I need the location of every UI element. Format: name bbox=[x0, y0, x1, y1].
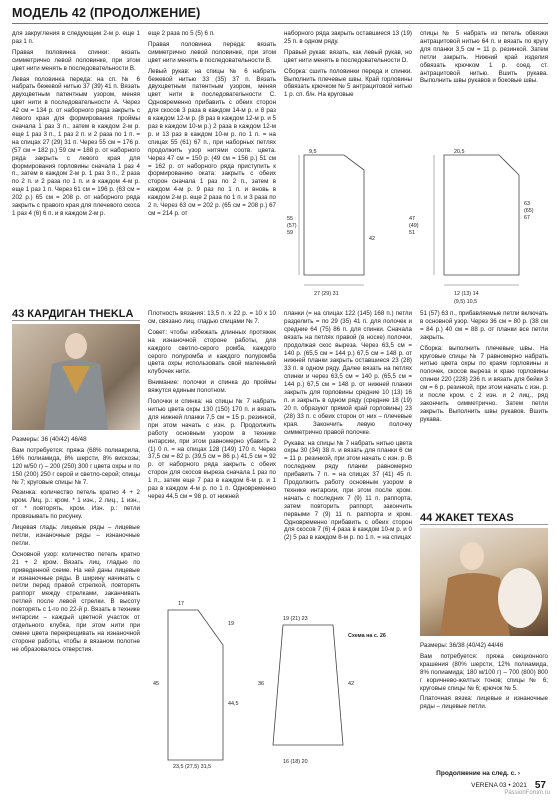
model-42-schematic bbox=[284, 145, 549, 305]
watermark: PassionForum.ru bbox=[504, 790, 550, 796]
section-title-43: 43 КАРДИГАН THEKLA bbox=[12, 308, 140, 321]
dimension-label: 51 bbox=[409, 230, 415, 236]
text-paragraph: Совет: чтобы избежать длинных протяжек на изнаночной стороне работы, для каждого светло-серого ромба, каждого серого полуромба и каждого полуромба цвета охры использовать свой маленький клубочек нити. bbox=[148, 328, 276, 376]
text-paragraph: Вам потребуется: пряжа (68% полиакрила, 16% полиамида, 8% шерсти, 8% вискозы; 120 м/50 г) – 200 (250) 300 г цвета охры и по 150 (200) 250 г серой и светло-серой; спицы № 7; круговые спицы № 7. bbox=[12, 446, 141, 486]
dimension-label: 59 bbox=[287, 230, 293, 236]
text-paragraph: Плотность вязания: 13,5 п. x 22 р. = 10 x 10 см, связано лиц. гладью спицами № 7. bbox=[148, 310, 276, 325]
dimension-label: 42 bbox=[348, 681, 354, 687]
jacket-photo bbox=[420, 528, 548, 636]
dimension-label: 19 bbox=[228, 621, 234, 627]
dimension-label: 63 bbox=[524, 201, 530, 207]
text-paragraph: Левая половинка переда: на сп. № 6 набрать бежевой нитью 37 (39) 41 п. Вязать двухцветным патентным узором, меняя цвет нити в последовательности A. Через 42 см = 134 р. от наборного ряда закрыть с левого края для формирования проймы сначала 1 раз 3 п., затем в каждом 2-м р. еще 1 раз 3 п., 1 раз 2 п. и 2 раза по 1 п. = на спицах 27 (29) 31 п. Через 55 см = 176 р. (57 см = 182 р.) 59 см = 188 р. от наборного ряда закрыть с левого края для формирования горловины сначала 1 раз 4 п., затем в каждом 2-м р. 1 раз 3 п., 2 раза по 2 п. и 2 раза по 1 п. и в каждом 4-м р. еще 1 раз 1 п. Через 61 см = 196 р. (63 см = 202 р.) 65 см = 208 р. от наборного ряда закрыть с правого края для плечевого скоса 1 раз 4 (6) 6 п. и в каждом 2-м р. bbox=[12, 75, 140, 217]
cardigan-model-illustration bbox=[12, 324, 140, 430]
column-3-mid bbox=[284, 310, 412, 545]
column-2-mid bbox=[148, 310, 276, 504]
dimension-label: 45 bbox=[153, 681, 159, 687]
dimension-label: 16 (18) 20 bbox=[283, 759, 308, 765]
dimension-label: 42 bbox=[369, 236, 375, 242]
text-paragraph: Внимание: полочки и спинка до проймы вяжутся единым полотном. bbox=[148, 379, 276, 395]
text-paragraph: 51 (57) 63 п., прибавляемые петли включать в основной узор. Через 36 см = 80 р. (38 см = 84 р.) 40 см = 88 р. от планки все петли закрыть. bbox=[420, 310, 548, 341]
dimension-label: (57) bbox=[287, 223, 297, 229]
jacket-model-illustration bbox=[420, 528, 548, 636]
continuation-note: Продолжение на след. с. › bbox=[436, 770, 520, 777]
dimension-label: 67 bbox=[524, 215, 530, 221]
magazine-name: VERENA 03 • 2021 bbox=[471, 782, 527, 789]
column-1-mid bbox=[12, 436, 140, 657]
dimension-label: 17 bbox=[178, 601, 184, 607]
text-paragraph: спицы № 5 набрать из петель обвязки антрацитовой нитью 64 п. и вязать по кругу для планки 3,5 см = 11 р. резинкой. Затем петли закрыть. Нижний край изделия обвязать крючком 1 р. соед. ст. антрацитовой нитью. Вшить рукава. Выполнить швы рукавов и боковые швы. bbox=[420, 30, 548, 85]
text-paragraph: Полочки и спинка: на спицы № 7 набрать нитью цвета охры 130 (150) 170 п. и вязать для нижней планки 7,5 см = 15 р. резинкой, при этом начать с изн. р. Продолжить работу основным узором в технике интарсии, при этом равномерно убавить 2 (1) 0 п. = на спицах 128 (149) 170 п. Через 37,5 см = 82 р. (39,5 см = 86 р.) 41,5 см = 92 р. от наборного ряда закрыть с обеих сторон для скосов выреза сначала 1 раз по 1 п., затем еще 7 раз в каждом 6-м р. и 1 раз в каждом 4-м р. по 1 п. Одновременно через 44,5 см = 98 р. от нижней bbox=[148, 398, 276, 500]
schematic-svg bbox=[284, 145, 549, 305]
section-title-44: 44 ЖАКЕТ TEXAS bbox=[420, 512, 548, 525]
text-paragraph: Платочная вязка: лицевые и изнаночные ряды – лицевые петли. bbox=[420, 695, 548, 711]
text-paragraph: еще 2 раза по 5 (5) 6 п. bbox=[148, 30, 215, 37]
text-paragraph: Размеры: 36/38 (40/42) 44/46 bbox=[420, 642, 504, 649]
text-paragraph: Рукава: на спицы № 7 набрать нитью цвета охры 30 (34) 38 п. и вязать для планки 6 см = 11 р. резинкой, при этом начать с изн. р. В последнем ряду планки равномерно прибавить 7 п. = на спицах 37 (41) 45 п. Продолжить работу основным узором в технике интарсии, при этом после кром. начать с последних 7 (9) 11 п. раппорта, затем повторить раппорт, закончить первыми 7 (9) 11 п. раппорта и кром. Одновременно прибавить с обеих сторон для скосов 7 (6) 4 раза в каждом 10-м р. и 0 (2) 5 раз в каждом 8-м р. по 1 п. = на спицах bbox=[284, 439, 412, 542]
page-number: 57 bbox=[534, 780, 546, 791]
text-paragraph: Резинка: количество петель кратно 4 + 2 кром. Лиц. р.: кром. * 1 изн., 2 лиц., 1 изн., от * повторять, кром. Изн. р.: петли провязывать по рисунку. bbox=[12, 489, 140, 521]
text-paragraph: Правая половинка спинки: вязать симметрично левой половинке, при этом цвет нити менять в последовательности В. bbox=[12, 48, 140, 72]
dimension-label: 47 bbox=[409, 216, 415, 222]
column-2-top bbox=[148, 30, 276, 221]
dimension-label: (9,5) 10,5 bbox=[454, 299, 478, 305]
dimension-label: 36 bbox=[258, 681, 264, 687]
dimension-label: 20,5 bbox=[454, 149, 465, 155]
text-paragraph: Основной узор: количество петель кратно 21 + 2 кром. Вязать лиц. гладью по приведенной схеме. На ней даны лицевые и изнаночные ряды. В ширину начинать с петли перед правой стрелкой, повторять раппорт между стрелками, заканчивать петлей после левой стрелки. В высоту повторять с 1-го по 22-й р. Вязать в технике интарсии – каждый цветной участок от отдельного клубка, при этом нити при смене цвета перекрещивать на изнаночной стороне работы, чтобы в вязаном полотне не образовалось отверстия. bbox=[12, 550, 140, 653]
cardigan-schematic-svg bbox=[148, 595, 413, 770]
dimension-label: 12 (13) 14 bbox=[454, 291, 479, 297]
text-paragraph: Вам потребуется: пряжа секционного крашения (80% шерсти, 12% полиамида, 8% полиамида; 180 м/100 г) – 700 (800) 800 г коричнево-желтых тонов; спицы № 6; круговые спицы № 6; крючок № 5. bbox=[420, 652, 548, 692]
dimension-label: 19 (21) 23 bbox=[283, 616, 308, 622]
column-4-mid bbox=[420, 310, 548, 427]
text-paragraph: Сборка: сшить половинки переда и спинки. Выполнить плечевые швы. Край горловины обвязать крючком № 5 антрацитовой нитью 1 р. сп. б/н. На круговые bbox=[284, 67, 412, 99]
page-header bbox=[12, 6, 548, 24]
column-4-bottom bbox=[420, 642, 548, 714]
dimension-label: (49) bbox=[409, 223, 419, 229]
dimension-label: 23,5 (27,5) 31,5 bbox=[173, 764, 212, 770]
text-paragraph: Правый рукав: вязать, как левый рукав, но цвет нити менять в последовательности D. bbox=[284, 48, 412, 64]
column-3-top bbox=[284, 30, 412, 102]
text-paragraph: для закругления в следующем 2-м р. еще 1 раз 1 п. bbox=[12, 30, 140, 45]
text-paragraph: Лицевая гладь: лицевые ряды – лицевые петли, изнаночные ряды – изнаночные петли. bbox=[12, 524, 140, 547]
page-title: МОДЕЛЬ 42 (ПРОДОЛЖЕНИЕ) bbox=[12, 6, 201, 20]
dimension-label: 55 bbox=[287, 216, 293, 222]
dimension-label: 27 (29) 31 bbox=[314, 291, 339, 297]
text-paragraph: Сборка: выполнить плечевые швы. На круговые спицы № 7 равномерно набрать нитью цвета охры по краям горловины и полочек, скосов выреза и краю горловины спинки 220 (228) 236 п. и вязать для бейки 3 см = 6 р. резинкой, при этом начать с изн. р. и после кром. с 2 изн. и 2 лиц., ряд закончить симметрично. Затем петли закрыть. Выполнить швы рукавов. Вшить рукава. bbox=[420, 344, 548, 423]
column-1-top bbox=[12, 30, 140, 221]
column-4-top bbox=[420, 30, 548, 88]
text-paragraph: Правая половинка переда: вязать симметрично левой половинке, при этом цвет нити менять в последовательности В. bbox=[148, 40, 276, 64]
text-paragraph: Левый рукав: на спицы № 6 набрать бежевой нитью 33 (35) 37 п. Вязать двухцветным патентным узором, меняя цвет нити в последовательности C. Одновременно прибавить с обеих сторон для скосов 3 раза в каждом 14-м р. и 8 раз в каждом 12-м р. (8 раз в каждом 12-м р. и 5 раз в каждом 10-м р.) 2 раза в каждом 12-м р. и 13 раз в каждом 10-м р. по 1 п. = на спицах 55 (61) 67 п., при наборных петлях продолжить узор нитями соотв. цвета. Через 47 см = 150 р. (49 см = 156 р.) 51 см = 162 р. от наборного ряда приступить к формированию оката: закрыть с обеих сторон сначала 1 раз по 2 п., затем в каждом 4-м р. 9 раз по 1 п. и вновь в каждом 2-м р. еще 2 раза по 1 п. и 3 раза по 2 п. Через 63 см = 202 р. (65 см = 208 р.) 67 см = 214 р. от bbox=[148, 67, 276, 217]
schema-reference: Схема на с. 26 bbox=[348, 633, 386, 639]
dimension-label: (65) bbox=[524, 208, 534, 214]
text-paragraph: Размеры: 36 (40/42) 46/48 bbox=[12, 436, 87, 443]
cardigan-schematic bbox=[148, 595, 413, 770]
cardigan-photo bbox=[12, 324, 140, 430]
text-paragraph: наборного ряда закрыть оставшиеся 13 (19) 25 п. в одном ряду. bbox=[284, 30, 412, 45]
dimension-label: 44,5 bbox=[228, 701, 239, 707]
text-paragraph: планки (= на спицах 122 (145) 168 п.) петли разделить = по 29 (35) 41 п. для полочек и средние 64 (75) 86 п. для спинки. Сначала вязать на петлях правой (в носке) полочки, продолжая скос выреза. Через 63,5 см = 140 р. (65,5 см = 144 р.) 67,5 см = 148 р. от нижней планки закрыть оставшиеся 23 (28) 33 п. в одном ряду. Далее вязать на петлях спинки и через 63,5 см = 140 р. (65,5 см = 144 р.) 67,5 см = 148 р. от нижней планки закрыть для горловины средние 10 (13) 16 п. и закрыть в одном ряду (средние 18 (19) 20 п. образуют прямой край горловины) 23 (28) 33 п. с обеих сторон от них – плечевые края. Закончить левую полочку симметрично правой полочке. bbox=[284, 310, 412, 436]
dimension-label: 9,5 bbox=[309, 149, 317, 155]
